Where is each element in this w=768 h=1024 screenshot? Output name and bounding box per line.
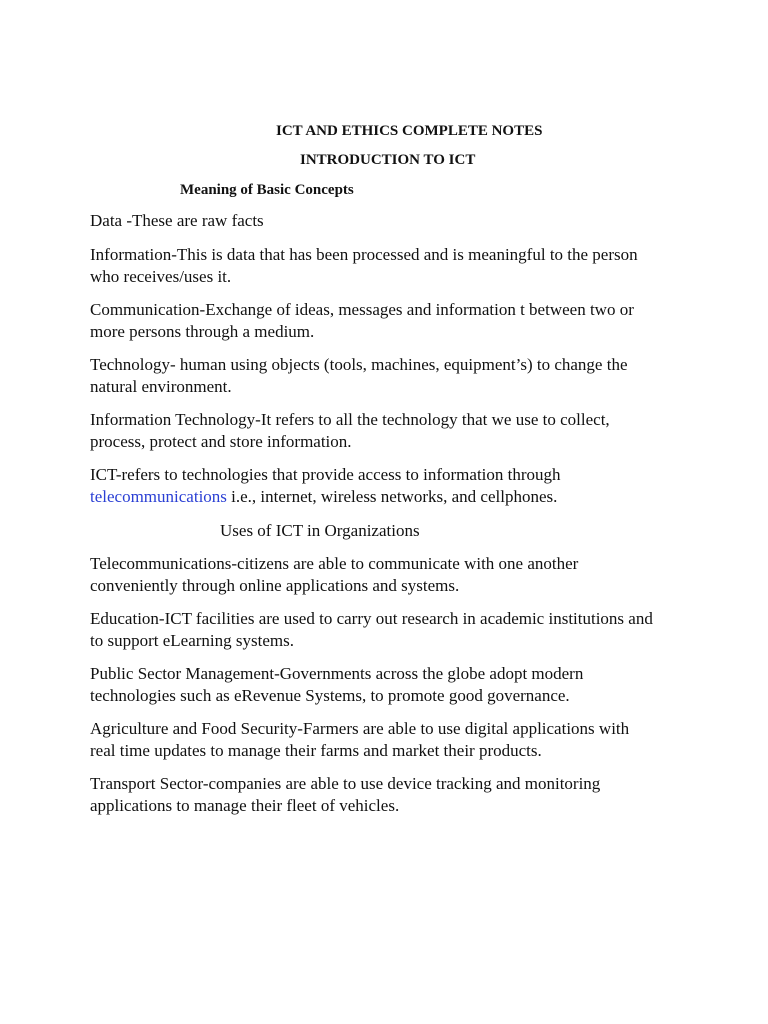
paragraph-line: conveniently through online applications and systems. — [90, 576, 460, 595]
paragraph-transport — [90, 773, 690, 817]
paragraph-line: Telecommunications-citizens are able to communicate with one another — [90, 554, 579, 573]
paragraph-data — [90, 210, 690, 232]
paragraph-line: real time updates to manage their farms and market their products. — [90, 741, 542, 760]
paragraph-line: process, protect and store information. — [90, 432, 352, 451]
document-subtitle: INTRODUCTION TO ICT — [300, 152, 476, 168]
paragraph-line: to support eLearning systems. — [90, 631, 294, 650]
paragraph-line: natural environment. — [90, 377, 232, 396]
telecommunications-link[interactable]: telecommunications — [90, 487, 227, 506]
paragraph-line: Information-This is data that has been processed and is meaningful to the person — [90, 245, 638, 264]
paragraph-line: applications to manage their fleet of vehicles. — [90, 796, 400, 815]
paragraph-information-technology — [90, 409, 690, 453]
section-heading-uses-of-ict: Uses of ICT in Organizations — [220, 521, 420, 540]
paragraph-line: Communication-Exchange of ideas, messages and information t between two or — [90, 300, 634, 319]
paragraph-line: Data -These are raw facts — [90, 211, 264, 230]
paragraph-information — [90, 244, 690, 288]
paragraph-line: who receives/uses it. — [90, 267, 232, 286]
paragraph-line-rest: i.e., internet, wireless networks, and cellphones. — [226, 487, 558, 506]
paragraph-line: Public Sector Management-Governments across the globe adopt modern — [90, 664, 584, 683]
paragraph-line: more persons through a medium. — [90, 322, 315, 341]
paragraph-line: Transport Sector-companies are able to use device tracking and monitoring — [90, 774, 601, 793]
paragraph-communication — [90, 299, 690, 343]
section-heading-basic-concepts: Meaning of Basic Concepts — [180, 182, 354, 198]
paragraph-line: technologies such as eRevenue Systems, to promote good governance. — [90, 686, 570, 705]
paragraph-line: Education-ICT facilities are used to carry out research in academic institutions and — [90, 609, 653, 628]
paragraph-line: Information Technology-It refers to all the technology that we use to collect, — [90, 410, 610, 429]
paragraph-agriculture — [90, 718, 690, 762]
paragraph-line: Technology- human using objects (tools, machines, equipment’s) to change the — [90, 355, 628, 374]
paragraph-line: Agriculture and Food Security-Farmers are able to use digital applications with — [90, 719, 630, 738]
paragraph-technology — [90, 354, 690, 398]
paragraph-public-sector — [90, 663, 690, 707]
paragraph-line — [90, 486, 690, 508]
paragraph-line: ICT-refers to technologies that provide access to information through — [90, 465, 561, 484]
paragraph-ict — [90, 464, 690, 508]
paragraph-education — [90, 608, 690, 652]
paragraph-telecommunications — [90, 553, 690, 597]
document-title: ICT AND ETHICS COMPLETE NOTES — [276, 123, 543, 139]
